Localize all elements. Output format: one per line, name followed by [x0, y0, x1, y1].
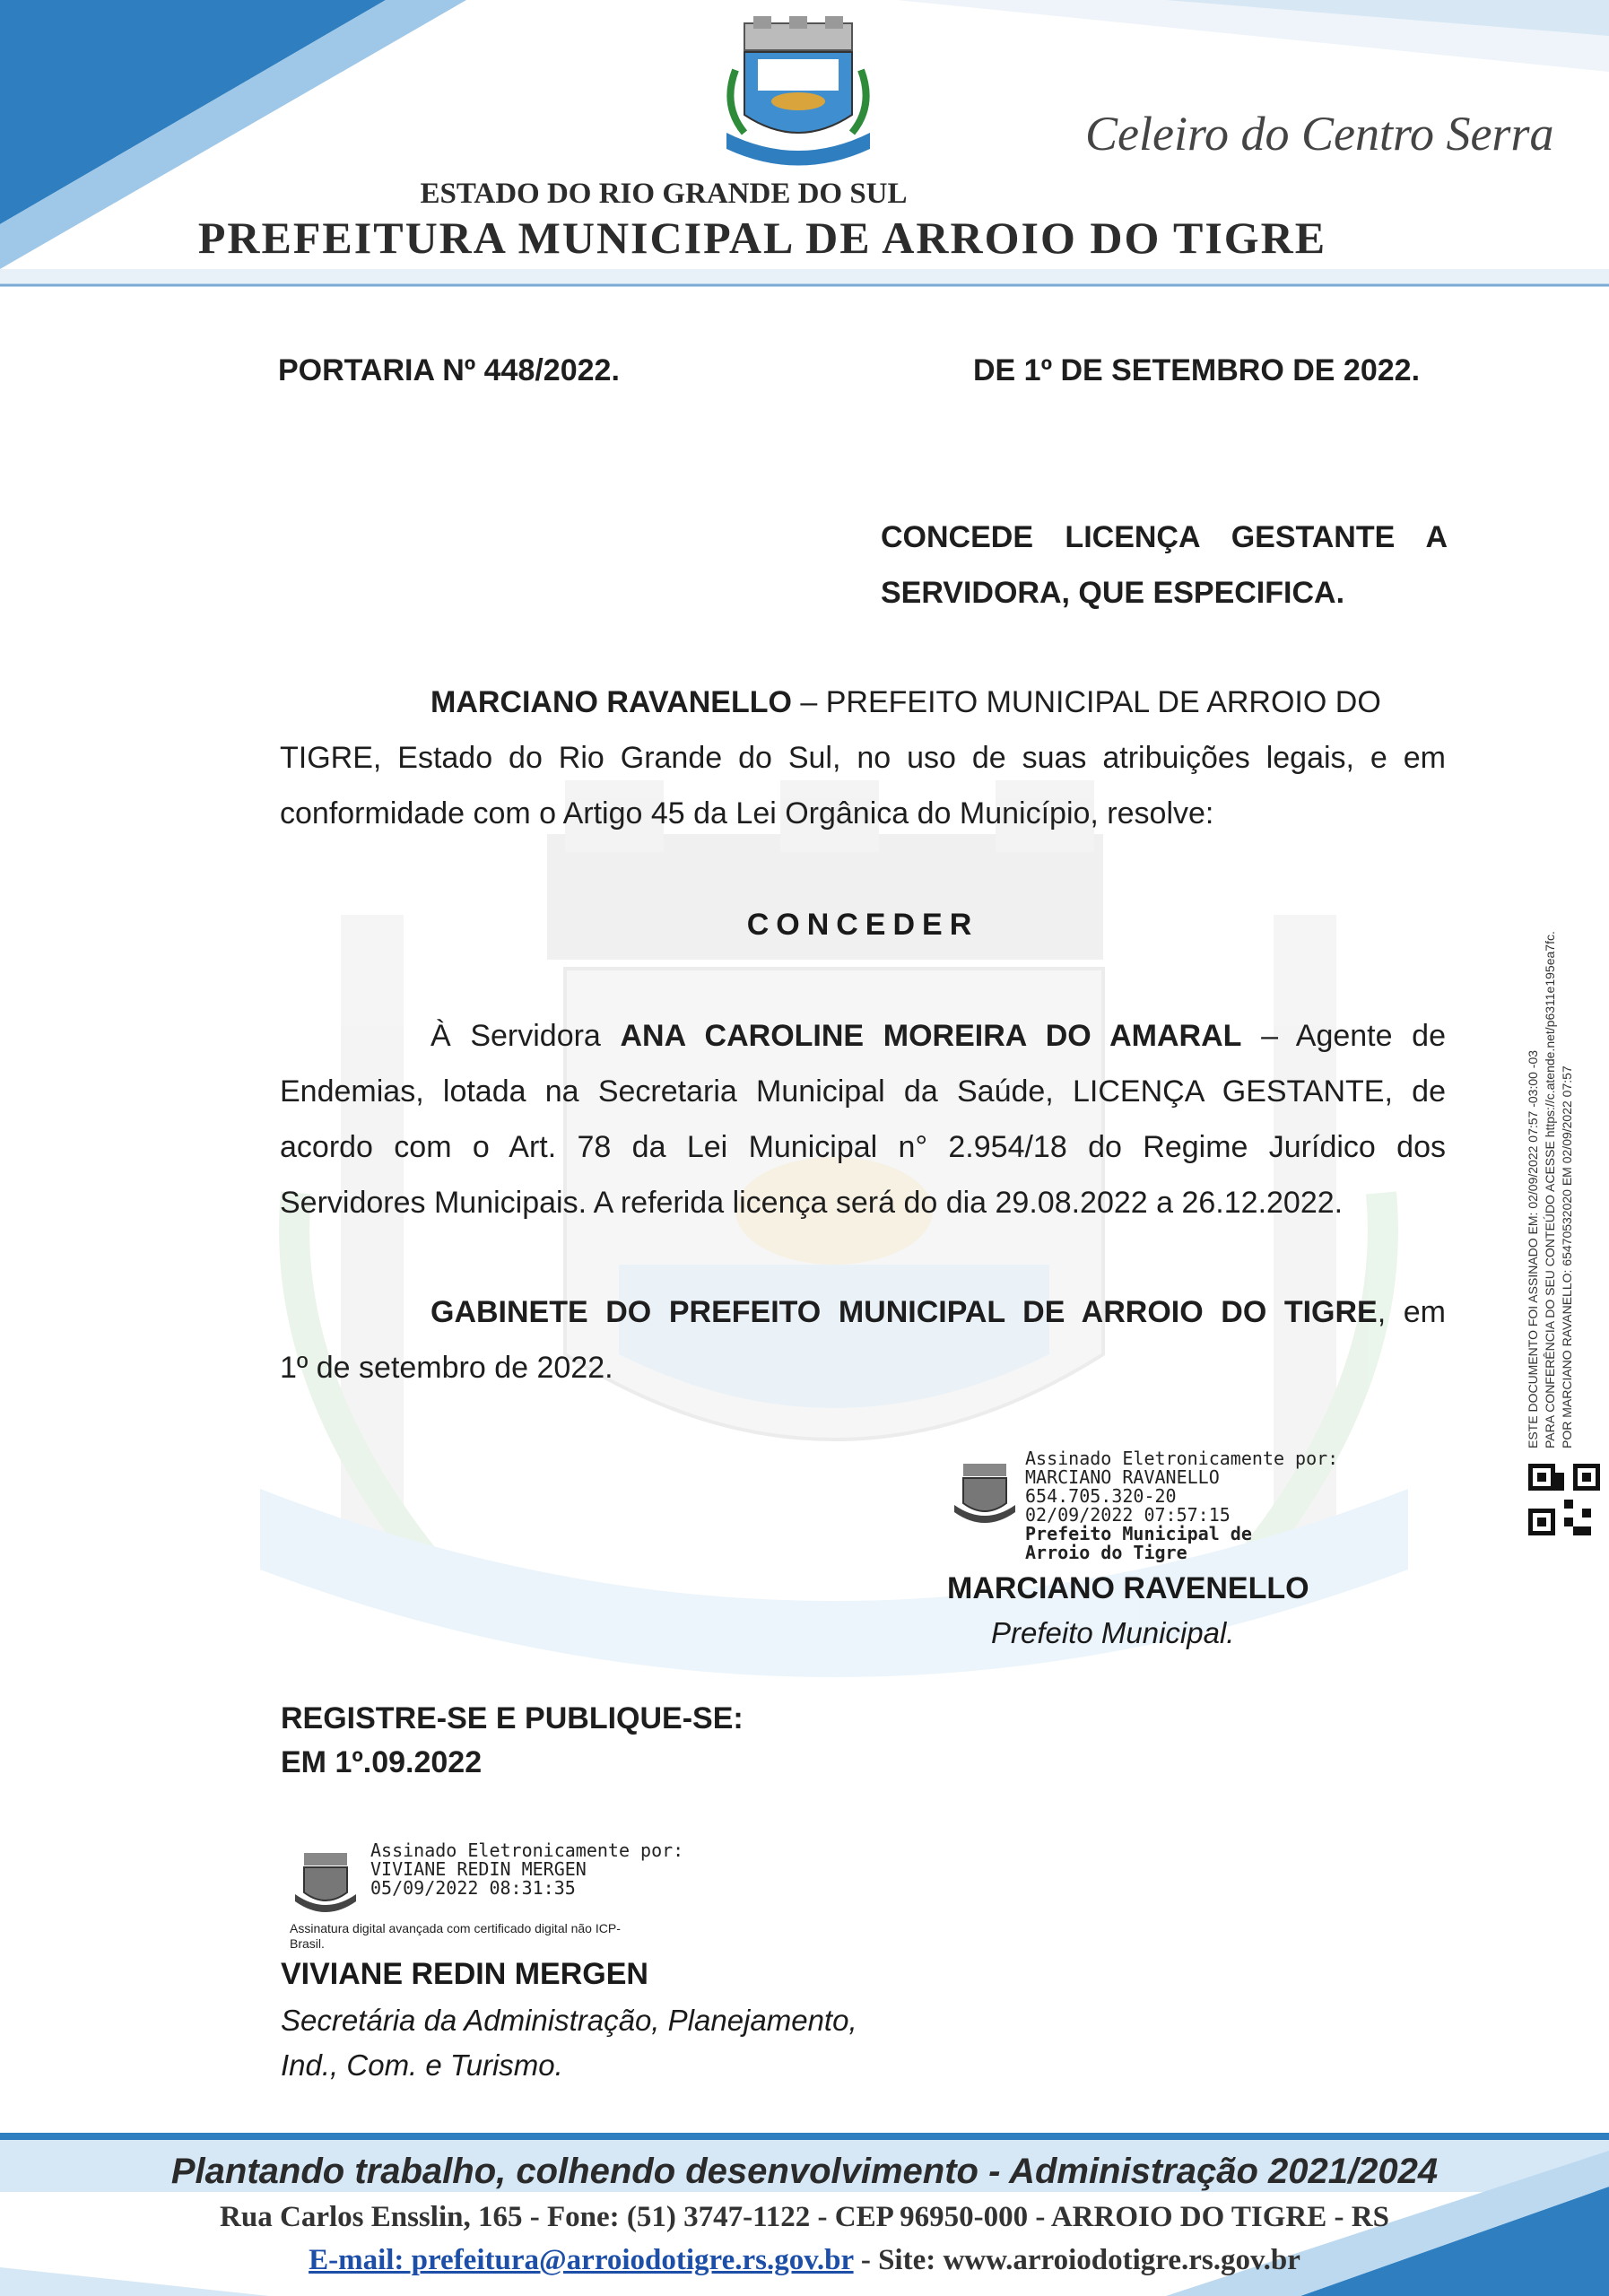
portaria-number: PORTARIA Nº 448/2022.	[278, 353, 620, 387]
publication-date: EM 1º.09.2022	[281, 1745, 483, 1779]
motto: Celeiro do Centro Serra	[1085, 107, 1554, 161]
qr-code-icon[interactable]	[1528, 1464, 1600, 1535]
signature-stamp-2: Assinado Eletronicamente por: VIVIANE REDIN MERGEN 05/09/2022 08:31:35	[370, 1839, 684, 1899]
signature-note: Assinatura digital avançada com certificado digital não ICP- Brasil.	[290, 1921, 621, 1951]
mayor-name: MARCIANO RAVANELLO	[431, 685, 792, 719]
email-link[interactable]: E-mail: prefeitura@arroiodotigre.rs.gov.br	[309, 2244, 854, 2276]
signature-seal-icon	[291, 1851, 360, 1916]
paragraph-1: MARCIANO RAVANELLO – PREFEITO MUNICIPAL DE ARROIO DO TIGRE, Estado do Rio Grande do Sul, no uso de suas atribuições legais, e em conformidade com o Artigo 45 da Lei Orgânica do Município, resolve:	[280, 685, 1446, 831]
signer-1-name: MARCIANO RAVENELLO	[947, 1571, 1309, 1605]
ementa-line-1: CONCEDE LICENÇA GESTANTE A	[881, 520, 1448, 554]
signature-seal-icon	[951, 1462, 1019, 1525]
footer-contact	[0, 2244, 1609, 2277]
municipality-name: PREFEITURA MUNICIPAL DE ARROIO DO TIGRE	[197, 213, 1327, 263]
signature-stamp-1: Assinado Eletronicamente por: MARCIANO RAVANELLO 654.705.320-20 02/09/2022 07:57:15 Prefeito Municipal de Arroio do Tigre	[1025, 1448, 1339, 1563]
signer-2-name: VIVIANE REDIN MERGEN	[281, 1957, 648, 1991]
ementa-line-2: SERVIDORA, QUE ESPECIFICA.	[881, 576, 1345, 610]
footer-address: Rua Carlos Ensslin, 165 - Fone: (51) 3747-1122 - CEP 96950-000 - ARROIO DO TIGRE - RS	[220, 2201, 1389, 2233]
verification-note: ESTE DOCUMENTO FOI ASSINADO EM: 02/09/2022 07:57 -03:00 -03 PARA CONFERÊNCIA DO SEU CONTEÚDO ACESSE https://c.atende.net/p6311e195ea7fc. POR MARCIANO RAVANELLO: 65470532020 EM 02/09/2022 07:57	[1526, 931, 1574, 1448]
portaria-date: DE 1º DE SETEMBRO DE 2022.	[973, 353, 1421, 387]
footer-slogan: Plantando trabalho, colhendo desenvolvimento - Administração 2021/2024	[170, 2152, 1439, 2191]
site-text: - Site: www.arroiodotigre.rs.gov.br	[853, 2244, 1300, 2276]
signer-1-role: Prefeito Municipal.	[991, 1616, 1235, 1649]
registre-line: REGISTRE-SE E PUBLIQUE-SE:	[281, 1701, 744, 1735]
paragraph-2: À Servidora ANA CAROLINE MOREIRA DO AMARAL – Agente de Endemias, lotada na Secretaria Municipal da Saúde, LICENÇA GESTANTE, de acordo com o Art. 78 da Lei Municipal n° 2.954/18 do Regime Jurídico dos Servidores Municipais. A referida licença será do dia 29.08.2022 a 26.12.2022.	[280, 1019, 1446, 1220]
municipal-crest-icon	[718, 16, 879, 169]
state-name: ESTADO DO RIO GRANDE DO SUL	[420, 178, 908, 210]
employee-name: ANA CAROLINE MOREIRA DO AMARAL	[620, 1019, 1242, 1053]
paragraph-3: GABINETE DO PREFEITO MUNICIPAL DE ARROIO DO TIGRE, em 1º de setembro de 2022.	[280, 1295, 1446, 1385]
signer-2-role: Secretária da Administração, Planejamento, Ind., Com. e Turismo.	[281, 2004, 857, 2082]
conceder-heading: CONCEDER	[746, 908, 979, 942]
